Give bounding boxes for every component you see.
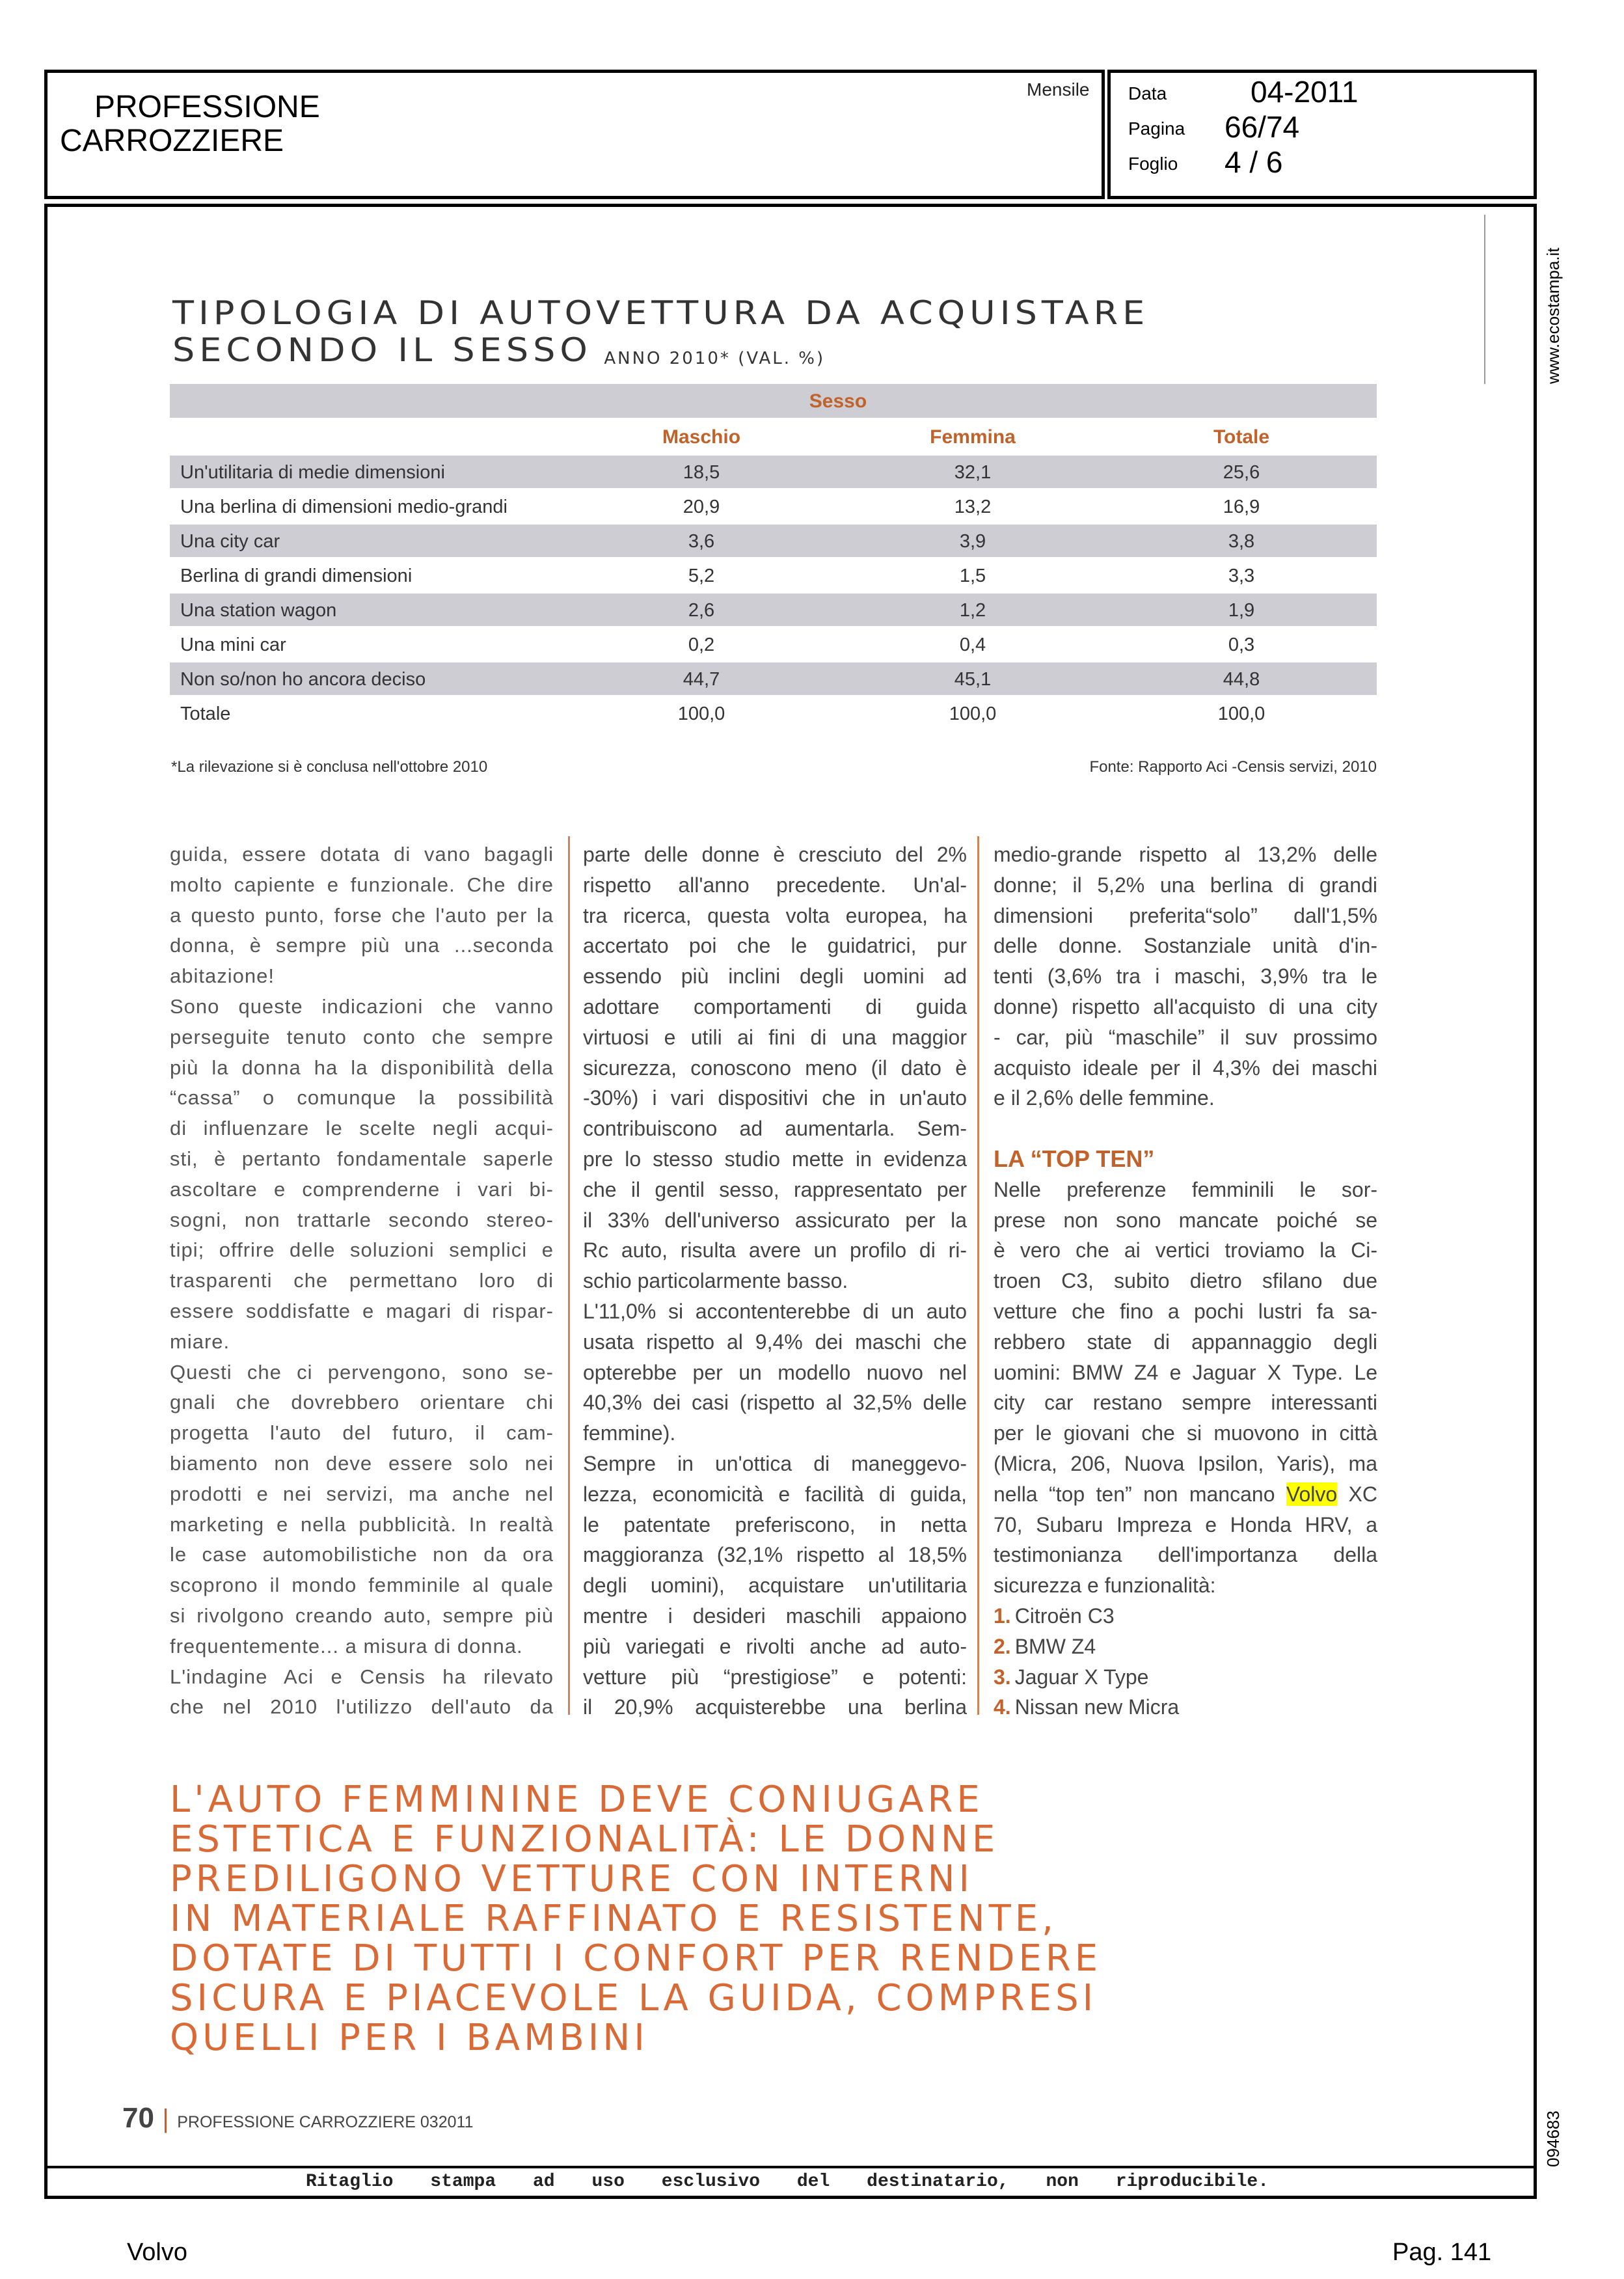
article-line: essere soddisfatte e magari di rispar-	[170, 1299, 554, 1322]
article-line: e il 2,6% delle femmine.	[994, 1086, 1215, 1110]
sheet-label: Foglio	[1128, 154, 1178, 174]
article-line: miare.	[170, 1330, 230, 1353]
margin-rule	[1484, 215, 1485, 384]
disclaimer-rule	[44, 2166, 1537, 2168]
article-line: Sempre in un'ottica di maneggevo-	[583, 1451, 967, 1475]
article-line: medio-grande rispetto al 13,2% delle	[994, 843, 1377, 866]
clipping-code: 094683	[1543, 2110, 1563, 2167]
article-line: abitazione!	[170, 964, 275, 988]
list-number: 3.	[994, 1665, 1011, 1689]
article-line: vetture che fino a pochi lustri fa sa-	[994, 1299, 1377, 1323]
article-line: prese non sono mancate poiché se	[994, 1208, 1377, 1232]
publication-name-line1: PROFESSIONE	[94, 90, 320, 124]
article-line: Nelle preferenze femminili le sor-	[994, 1177, 1377, 1201]
article-line: è vero che ai vertici troviamo la Ci-	[994, 1238, 1377, 1262]
table-cell: 44,7	[683, 669, 720, 690]
article-line: Rc auto, risulta avere un profilo di ri-	[583, 1238, 967, 1262]
article-line: tra ricerca, questa volta europea, ha	[583, 903, 967, 927]
article-line: frequentemente... a misura di donna.	[170, 1634, 523, 1658]
footer-keyword: Volvo	[127, 2239, 187, 2266]
article-line: donna, è sempre più una ...seconda	[170, 934, 554, 957]
article-line: rebbero state di appannaggio degli	[994, 1330, 1377, 1354]
table-title-line2-wrap	[172, 333, 825, 371]
pull-quote-line: L'AUTO FEMMININE DEVE CONIUGARE	[170, 1779, 984, 1821]
list-number: 4.	[994, 1695, 1011, 1719]
article-line: usata rispetto al 9,4% dei maschi che	[583, 1330, 967, 1354]
table-cell: 0,2	[688, 635, 715, 655]
folio-magazine: PROFESSIONE CARROZZIERE 032011	[177, 2113, 474, 2131]
article-line: lezza, economicità e facilità di guida,	[583, 1482, 967, 1506]
article-line: (Micra, 206, Nuova Ipsilon, Yaris), ma	[994, 1451, 1377, 1475]
article-line: di influenzare le scelte negli acqui-	[170, 1117, 554, 1140]
article-line: accertato poi che le guidatrici, pur	[583, 934, 967, 958]
table-cell: 13,2	[954, 497, 992, 517]
article-line: - car, più “maschile” il suv prossimo	[994, 1025, 1377, 1049]
table-cell: 32,1	[954, 462, 992, 483]
article-line: marketing e nella pubblicità. In realtà	[170, 1512, 554, 1536]
article-line: delle donne. Sostanziale unità d'in-	[994, 934, 1377, 958]
article-line: virtuosi e utili ai fini di una maggior	[583, 1025, 967, 1049]
article-line: più variegati e rivolti anche ad auto-	[583, 1634, 967, 1658]
group-header-sesso: Sesso	[809, 390, 867, 412]
page-label: Pagina	[1128, 118, 1185, 139]
blank-line	[994, 1113, 1377, 1144]
list-item-name: BMW Z4	[1014, 1634, 1096, 1658]
table-row-label: Non so/non ho ancora deciso	[180, 669, 426, 690]
table-cell: 0,3	[1228, 635, 1255, 655]
list-item-name: Nissan new Micra	[1014, 1695, 1180, 1719]
pull-quote-line: QUELLI PER I BAMBINI	[170, 2017, 649, 2059]
table-cell: 3,9	[959, 531, 986, 552]
article-line: 40,3% dei casi (rispetto al 32,5% delle	[583, 1391, 967, 1415]
publication-name-line2: CARROZZIERE	[60, 124, 284, 158]
article-line: molto capiente e funzionale. Che dire	[170, 873, 554, 896]
article-line: essendo più inclini degli uomini ad	[583, 964, 967, 989]
article-line: city car restano sempre interessanti	[994, 1391, 1377, 1415]
folio-page-number: 70	[122, 2102, 154, 2134]
article-line: vetture più “prestigiose” e potenti:	[583, 1665, 967, 1689]
article-line: ascoltare e comprenderne i vari bi-	[170, 1177, 554, 1201]
page-value: 66/74	[1225, 110, 1300, 144]
pull-quote-line: SICURA E PIACEVOLE LA GUIDA, COMPRESI	[170, 1977, 1098, 2019]
table-cell: 45,1	[954, 669, 992, 690]
table-row-label: Un'utilitaria di medie dimensioni	[180, 462, 445, 483]
top-ten-list	[994, 1601, 1377, 1723]
line-text: nella “top ten” non mancano	[994, 1482, 1286, 1506]
article-line: donne) rispetto all'acquisto di una city	[994, 994, 1377, 1018]
table-cell: 25,6	[1223, 462, 1260, 483]
column-header-totale: Totale	[1213, 426, 1270, 448]
table-cell: 0,4	[959, 635, 986, 655]
article-line: biamento non deve essere solo nei	[170, 1451, 554, 1475]
section-heading: LA “TOP TEN”	[994, 1145, 1155, 1172]
folio-separator: |	[162, 2105, 169, 2133]
article-line: le case automobilistiche non da ora	[170, 1543, 554, 1566]
table-cell: 18,5	[683, 462, 720, 483]
top-ten-item	[994, 1631, 1377, 1662]
pull-quote-line: DOTATE DI TUTTI I CONFORT PER RENDERE	[170, 1937, 1102, 1980]
article-column-3	[994, 839, 1377, 1723]
table-row-label: Totale	[180, 703, 231, 724]
table-title-line2: SECONDO IL SESSO	[172, 331, 592, 370]
table-row-label: Una city car	[180, 531, 280, 552]
pull-quote-line: PREDILIGONO VETTURE CON INTERNI	[170, 1858, 974, 1900]
line-text: XC	[1337, 1482, 1377, 1506]
table-cell: 3,8	[1228, 531, 1255, 552]
table-cell: 1,9	[1228, 600, 1255, 621]
article-line: mentre i desideri maschili appaiono	[583, 1603, 967, 1628]
article-line: adottare comportamenti di guida	[583, 994, 967, 1018]
table-cell: 1,5	[959, 566, 986, 586]
article-line: tipi; offrire delle soluzioni semplici e	[170, 1238, 554, 1262]
article-line: troen C3, subito dietro sfilano due	[994, 1269, 1377, 1293]
article-line: sogni, non trattarle secondo stereo-	[170, 1208, 554, 1231]
article-line: pre lo stesso studio mette in evidenza	[583, 1147, 967, 1171]
list-item-name: Jaguar X Type	[1014, 1665, 1149, 1689]
article-line: progetta l'auto del futuro, il cam-	[170, 1421, 554, 1445]
article-line: L'11,0% si accontenterebbe di un auto	[583, 1299, 967, 1323]
table-row-label: Berlina di grandi dimensioni	[180, 566, 413, 586]
article-line: gnali che dovrebbero orientare chi	[170, 1391, 554, 1414]
pull-quote	[170, 1780, 1102, 2058]
column-header-maschio: Maschio	[662, 426, 741, 448]
article-line: L'indagine Aci e Censis ha rilevato	[170, 1665, 554, 1688]
table-cell: 44,8	[1223, 669, 1260, 690]
top-ten-item	[994, 1601, 1377, 1631]
article-line: si rivolgono creando auto, sempre più	[170, 1603, 554, 1627]
article-line: per le giovani che si muovono in città	[994, 1421, 1377, 1445]
article-line: tenti (3,6% tra i maschi, 3,9% tra le	[994, 964, 1377, 989]
list-item-name: Citroën C3	[1014, 1603, 1115, 1628]
article-line: che il gentil sesso, rappresentato per	[583, 1177, 967, 1201]
table-row-label: Una berlina di dimensioni medio-grandi	[180, 497, 508, 517]
article-line-volvo	[994, 1479, 1377, 1510]
article-line: testimonianza dell'importanza della	[994, 1543, 1377, 1567]
article-line: che nel 2010 l'utilizzo dell'auto da	[170, 1695, 554, 1719]
column-header-femmina: Femmina	[930, 426, 1016, 448]
article-line: -30%) i vari dispositivi che in un'auto	[583, 1086, 967, 1110]
table-footnote: *La rilevazione si è conclusa nell'ottobre 2010	[171, 758, 488, 776]
article-line: opterebbe per un modello nuovo nel	[583, 1360, 967, 1384]
article-line: scoprono il mondo femminile al quale	[170, 1574, 554, 1597]
table-cell: 5,2	[688, 566, 715, 586]
pull-quote-line: IN MATERIALE RAFFINATO E RESISTENTE,	[170, 1898, 1057, 1940]
table-source: Fonte: Rapporto Aci -Censis servizi, 2010	[1089, 758, 1377, 776]
highlighted-keyword: Volvo	[1286, 1482, 1338, 1506]
table-subtitle: ANNO 2010* (VAL. %)	[604, 349, 826, 368]
website-label: www.ecostampa.it	[1543, 247, 1563, 384]
article-line: 70, Subaru Impreza e Honda HRV, a	[994, 1512, 1377, 1536]
article-line: trasparenti che permettano loro di	[170, 1269, 554, 1292]
article-line: sicurezza e funzionalità:	[994, 1574, 1216, 1598]
article-line: schio particolarmente basso.	[583, 1269, 848, 1293]
article-line: “cassa” o comunque la possibilità	[170, 1086, 554, 1110]
folio	[122, 2102, 473, 2135]
table-cell: 1,2	[959, 600, 986, 621]
article-line: più la donna ha la disponibilità della	[170, 1056, 554, 1079]
article-line: perseguite tenuto conto che sempre	[170, 1025, 554, 1048]
table-cell: 20,9	[683, 497, 720, 517]
article-line: maggioranza (32,1% rispetto al 18,5%	[583, 1543, 967, 1567]
table-cell: 100,0	[1217, 703, 1265, 724]
article-line: le patentate preferiscono, in netta	[583, 1512, 967, 1536]
article-line: donne; il 5,2% una berlina di grandi	[994, 873, 1377, 897]
article-line: uomini: BMW Z4 e Jaguar X Type. Le	[994, 1360, 1377, 1384]
article-line: sicurezza, conoscono meno (il dato è	[583, 1056, 967, 1080]
article-line: acquisto ideale per il 4,3% dei maschi	[994, 1056, 1377, 1080]
table-cell: 16,9	[1223, 497, 1260, 517]
column-divider-2	[977, 836, 979, 1715]
article-line: guida, essere dotata di vano bagagli	[170, 843, 554, 866]
article-line: sti, è pertanto fondamentale saperle	[170, 1147, 554, 1170]
table-cell: 2,6	[688, 600, 715, 621]
article-column-2	[583, 839, 967, 1723]
table-cell: 100,0	[949, 703, 997, 724]
footer-page: Pag. 141	[1392, 2239, 1492, 2266]
date-label: Data	[1128, 83, 1167, 103]
pull-quote-line: ESTETICA E FUNZIONALITÀ: LE DONNE	[170, 1818, 999, 1861]
list-number: 2.	[994, 1634, 1011, 1658]
table-cell: 3,3	[1228, 566, 1255, 586]
article-line: femmine).	[583, 1421, 676, 1445]
table-title-line1: TIPOLOGIA DI AUTOVETTURA DA ACQUISTARE	[172, 294, 1150, 333]
article-line: parte delle donne è cresciuto del 2%	[583, 843, 967, 866]
article-line: Questi che ci pervengono, sono se-	[170, 1360, 554, 1384]
article-line: dimensioni preferita“solo” dall'1,5%	[994, 903, 1377, 927]
table-row-label: Una station wagon	[180, 600, 337, 621]
disclaimer: Ritaglio stampa ad uso esclusivo del destinatario, non riproducibile.	[306, 2172, 1269, 2192]
article-column-1	[170, 839, 554, 1723]
column-divider-1	[568, 836, 570, 1715]
top-ten-item	[994, 1662, 1377, 1693]
list-number: 1.	[994, 1603, 1011, 1628]
top-ten-item	[994, 1692, 1377, 1723]
article-line: a questo punto, forse che l'auto per la	[170, 903, 554, 927]
article-line: il 33% dell'universo assicurato per la	[583, 1208, 967, 1232]
frequency: Mensile	[1027, 79, 1090, 100]
article-line: il 20,9% acquisterebbe una berlina	[583, 1695, 967, 1719]
article-line: contribuiscono ad aumentarla. Sem-	[583, 1117, 967, 1141]
table-cell: 100,0	[677, 703, 725, 724]
article-line: degli uomini), acquistare un'utilitaria	[583, 1574, 967, 1598]
date-value: 04-2011	[1251, 75, 1359, 109]
article-line: rispetto all'anno precedente. Un'al-	[583, 873, 967, 897]
table-row-label: Una mini car	[180, 635, 286, 655]
sheet-value: 4 / 6	[1225, 145, 1283, 179]
table-cell: 3,6	[688, 531, 715, 552]
article-line: Sono queste indicazioni che vanno	[170, 994, 554, 1018]
article-line: prodotti e nei servizi, ma anche nel	[170, 1482, 554, 1505]
